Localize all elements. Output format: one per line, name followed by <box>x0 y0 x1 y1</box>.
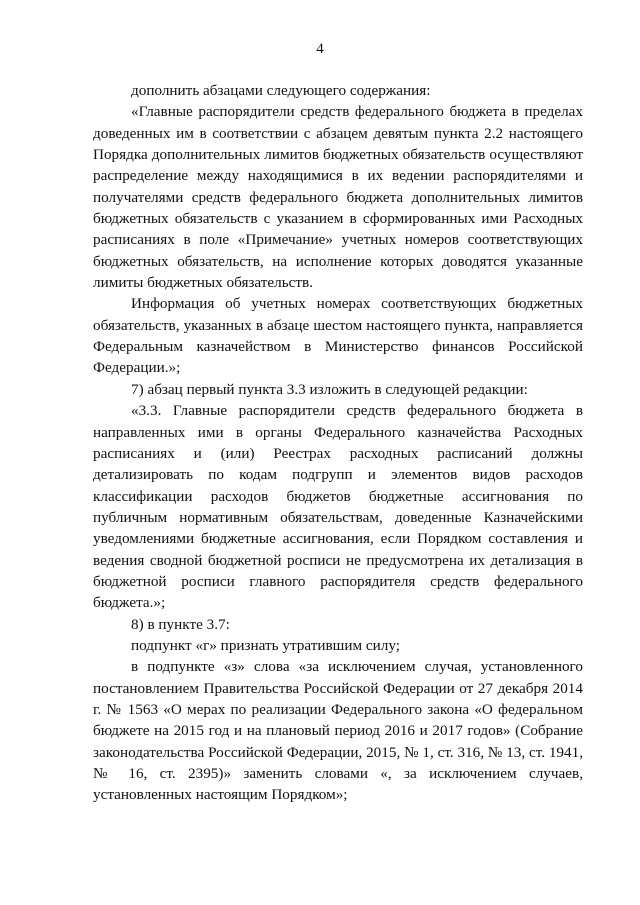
paragraph-intro: дополнить абзацами следующего содержания: <box>131 82 431 99</box>
paragraph-item-8: 8) в пункте 3.7: <box>131 615 230 633</box>
paragraph-main-distributors: «Главные распорядители средств федерального бюджета в пределах доведенных им в соответствии с абзацем девятым пункта 2.2 настоящего Порядка дополнительных лимитов бюджетных обязательств осуществляют распределение между находящимися в их ведении распорядителями и получателями средств федерального бюджета дополнительных лимитов бюджетных обязательств с указанием в сформированных ими Расходных расписаниях в поле «Примечание» учетных номеров соответствующих бюджетных обязательств, на исполнение которых доводятся указанные лимиты бюджетных обязательств. <box>93 103 583 292</box>
paragraph-information: Информация об учетных номерах соответствующих бюджетных обязательств, указанных в абзаце шестом настоящего пункта, направляется Федеральным казначейством в Министерство финансов Российской Федерации.»; <box>93 295 583 377</box>
paragraph-item-3-3: «3.3. Главные распорядители средств федерального бюджета в направленных ими в органы Федерального казначейства Расходных расписаниях и (или) Реестрах расходных расписаний должны детализировать по кодам подгрупп и элементов видов расходов классификации расходов бюджетов бюджетные ассигнования по публичным нормативным обязательствам, доведенные Казначейскими уведомлениями бюджетные ассигнования, если Порядком составления и ведения сводной бюджетной росписи не предусмотрена их детализация в бюджетной росписи главного распорядителя средств федерального бюджета.»; <box>93 402 583 612</box>
paragraph-subitem-g: подпункт «г» признать утратившим силу; <box>131 636 400 654</box>
paragraph-item-7: 7) абзац первый пункта 3.3 изложить в следующей редакции: <box>131 380 528 398</box>
page-number: 4 <box>316 41 324 57</box>
document-body <box>93 80 583 806</box>
paragraph-subitem-z: в подпункте «з» слова «за исключением случая, установленного постановлением Правительства Российской Федерации от 27 декабря 2014 г. № 1563 «О мерах по реализации Федерального закона «О федеральном бюджете на 2015 год и на плановый период 2016 и 2017 годов» (Собрание законодательства Российской Федерации, 2015, № 1, ст. 316, № 13, ст. 1941, № 16, ст. 2395)» заменить словами «, за исключением случаев, установленных настоящим Порядком»; <box>93 658 583 804</box>
